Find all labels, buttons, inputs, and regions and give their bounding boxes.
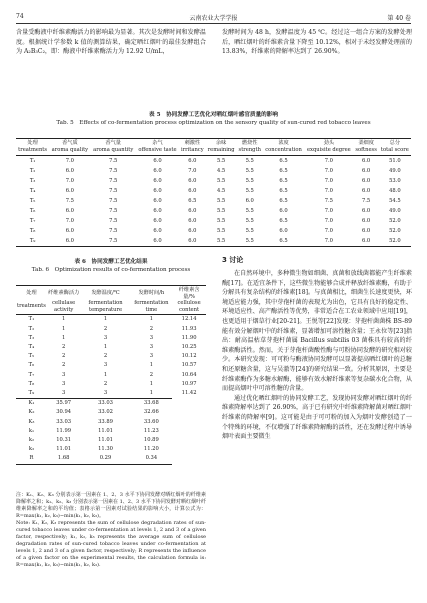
stats-cell: 30.94	[56, 409, 72, 416]
table-cell: 7.5	[109, 187, 118, 194]
table-row	[16, 389, 206, 399]
table-cell: 3	[103, 334, 108, 341]
table-cell: 1	[103, 343, 108, 350]
discussion-paragraph-1: 在自然环境中，多种微生物如细菌、真菌和放线菌都能产生纤维素酶[17]。在适宜条件下，这些微生物能够合成并释放纤维素酶，有助于分解具有复杂结构的纤维素[18]。与真菌相比，细菌生长速度更快，环境适应能力强，其中芽孢杆菌的表现尤为出色，它具有良好的稳定性、环境适应性、高产酶活性等优势，非常适合在工农业领域中应用[19]，也更适用于烟草行业[20-21]。王悦等[22]发现：芽孢杆菌菌株 BS-89 能有效分解烟叶中的纤维素，显著增加可溶性糖含量；王永位等[23]指出：耐高温枯草芽孢杆菌属 Bacillus subtilis 03 菌株具有较高的纤维素酶活性。然而，关于芽孢杆菌酸性酶与可粉协同发酵的研究相对较少。本研究发现：可可粉与酶液协同发酵可以显著提高晒红烟叶的总糖和还原糖含量，这与吴澈等[24]的研究结果一致。分析其原因，主要是纤维素酶作为多糖水解酶，能够有效水解纤维素等复杂碳水化合物，从而提高烟叶中可溶性糖的含量。	[222, 270, 412, 393]
table-cell: 3	[149, 353, 154, 360]
table-cell: 6.0	[153, 167, 162, 174]
stats-cell: k₁	[28, 427, 35, 434]
stats-row	[16, 408, 206, 417]
table-cell: 2	[103, 380, 108, 387]
table-cell: 2	[149, 325, 154, 332]
stats-cell: 1.68	[47, 454, 81, 464]
table-cell: 6.0	[361, 218, 371, 225]
table-cell: 6.0	[65, 187, 74, 194]
stats-row	[16, 399, 206, 409]
table5-header-en: strength	[237, 147, 263, 155]
paragraph-text: 含量受酶液中纤维素酶活力的影响最为显著。其次是发酵时间和发酵温度。根据统计学参数 k 值的测算结果，确定晒红烟叶的最佳发酵组合为 A₂B₃C₂，即：酶液中纤维素酶活力为 12.92 U/mL，	[16, 29, 206, 56]
table5-header-en: exquisite degree	[304, 147, 353, 155]
discussion-body	[222, 269, 412, 442]
table-cell: 49.0	[389, 167, 401, 174]
table-cell: 7.5	[65, 197, 74, 204]
table-cell: 6.5	[279, 167, 288, 174]
table-cell: 12.14	[181, 316, 197, 323]
table-cell: 7.0	[324, 187, 333, 194]
stats-cell: R	[16, 454, 47, 464]
table6-header-en: treatments	[16, 300, 47, 315]
table-cell: T₅	[28, 353, 35, 360]
table-cell: 6.0	[65, 208, 74, 215]
table-row	[16, 166, 411, 176]
table-row	[16, 226, 411, 236]
table-cell: 7.0	[324, 167, 333, 174]
table-cell: 1	[103, 371, 108, 378]
table-cell: 6.5	[188, 197, 197, 204]
table-cell: 5.5	[206, 236, 237, 247]
table6-note	[16, 492, 206, 569]
stats-cell: 35.97	[47, 399, 81, 409]
table-cell: 6.0	[279, 228, 288, 235]
table-cell: 7.0	[324, 218, 333, 225]
table-cell: T₂	[28, 325, 35, 332]
table5-caption-en: Tab. 5 Effects of co-fermentation process optimization on the sensory quality of sun-cured red tobacco leaves	[56, 120, 371, 126]
table5-header-zh: 燃烧性	[237, 139, 263, 147]
table-cell: 6.0	[65, 167, 74, 174]
stats-cell: K₁	[16, 399, 47, 409]
table-cell: 6.0	[188, 208, 197, 215]
table-cell: 52.0	[379, 236, 411, 247]
table-cell: 7.0	[65, 177, 74, 184]
table-cell: 6.0	[136, 236, 179, 247]
table-cell: 11.90	[181, 334, 197, 341]
table6-header-zh: 处理	[16, 286, 47, 301]
table-cell: T₄	[29, 187, 36, 194]
table-cell: 11.42	[181, 390, 197, 397]
paragraph-text: 发酵时间为 48 h，发酵温度为 45 ℃。经过这一组合方案的发酵处理后，晒红烟叶的纤维素含量下降至 10.12%，相对于未经发酵处理前的 13.83%，纤维素的降解率达到了 26.90%。	[222, 29, 412, 56]
table-cell: 3	[62, 390, 66, 396]
table-cell: T₆	[29, 208, 36, 215]
table5-header-en: irritancy	[179, 147, 205, 155]
table-cell: 6.0	[153, 157, 162, 164]
table-cell: 4.5	[216, 187, 226, 194]
table-cell: 2	[149, 371, 154, 378]
stats-cell: 11.01	[98, 427, 113, 434]
table-cell: 2	[62, 353, 66, 360]
table-cell: 6.0	[153, 228, 162, 235]
stats-cell: 0.34	[131, 454, 173, 464]
table-cell: 54.5	[389, 197, 401, 204]
table-cell: 6.0	[188, 157, 197, 164]
table-cell: 7.5	[324, 197, 333, 204]
table-cell: 3	[149, 334, 154, 341]
table5-header-en: aroma quantity	[91, 147, 136, 155]
note-en: Note: K₁, K₂, K₃ represents the sum of cellulose degradation rates of sun-cured tobacco leaves under co-fermentation at levels 1, 2 and 3 of a given factor, respectively; k₁, k₂, k₃ represents the average sum of cellulose degradation rates of sun-cured tobacco leaves under co-fermentation at levels 1, 2 and 3 of a given factor, respectively; R represents the influence of a given factor on the experimental results, the calculation formula is: R=max(k₁, k₂, k₃)−min(k₁, k₂, k₃).	[16, 520, 206, 568]
table-row	[16, 176, 411, 186]
table5-header-zh: 劲头	[304, 139, 353, 147]
table-cell: 1	[149, 390, 154, 396]
table-cell: 7.0	[304, 236, 353, 247]
table-cell: 3	[62, 371, 66, 378]
stats-cell: 11.23	[143, 427, 159, 434]
stats-row	[16, 454, 206, 464]
table-cell: 3	[103, 362, 108, 369]
stats-cell: 11.01	[56, 446, 72, 453]
table-cell: 5.5	[245, 228, 254, 235]
table-cell: T₂	[29, 167, 36, 174]
table-cell: 6.0	[153, 218, 162, 225]
table5-header-zh: 余味	[206, 139, 237, 147]
table-cell: 10.12	[181, 353, 197, 360]
table-cell: 1	[62, 325, 66, 332]
table-row	[16, 380, 206, 389]
stats-cell: 33.68	[131, 399, 173, 409]
stats-cell: 11.30	[98, 446, 113, 453]
table-cell: T₉	[28, 390, 35, 396]
table6-caption-zh: 表 6 协同发酵工艺优化结果	[74, 259, 148, 265]
table-cell: 6.5	[279, 187, 288, 194]
table-row	[16, 216, 411, 226]
table-cell: 1	[103, 316, 108, 323]
table-row	[16, 196, 411, 206]
stats-row	[16, 418, 206, 427]
header-rule	[16, 23, 411, 24]
table5-header-zh: 香气量	[91, 139, 136, 147]
table-row	[16, 343, 206, 352]
table-cell: 5.5	[245, 157, 254, 164]
table-cell: 5.5	[245, 187, 254, 194]
table5-header-en: concentration	[263, 147, 304, 155]
table-cell: 11.93	[181, 325, 197, 332]
table-row	[16, 155, 411, 166]
table-cell: 51.0	[389, 157, 401, 164]
table-cell: 6.0	[65, 228, 74, 235]
table5-header-zh: 香气质	[49, 139, 90, 147]
table-cell: 6.5	[279, 157, 288, 164]
table-cell: 6.0	[361, 228, 371, 235]
table-cell: 7.5	[109, 177, 118, 184]
stats-cell: 10.31	[56, 437, 72, 444]
table6-header-zh: 纤维素酶活力	[47, 286, 81, 301]
table-cell: 7.5	[109, 218, 118, 225]
table5-header-en: treatments	[16, 147, 49, 155]
stats-cell: 0.29	[80, 454, 130, 464]
table5-header-zh: 处理	[16, 139, 49, 147]
table-cell: 5.5	[216, 228, 226, 235]
table6-header-en: fermentation time	[131, 300, 173, 315]
stats-cell: 32.66	[143, 409, 159, 416]
table-cell: 5.5	[216, 177, 226, 184]
discussion-paragraph-2: 通过优化晒红烟叶的协同发酵工艺，发现协同发酵对晒红烟叶的纤维素降解率达到了 26.90%，高于已有研究中纤维素降解菌对晒红烟叶纤维素的降解率[9]。这可能是由于可可粉的加入为烟叶发酵创造了一个特殊的环境，不仅增强了纤维素降解酶的活性，还在发酵过程中诱导烟叶表面主要微生	[222, 394, 412, 441]
table-cell: 52.0	[389, 218, 401, 225]
table-cell: 7.0	[65, 157, 74, 164]
table6-header-en: fermentation temperature	[80, 300, 130, 315]
table6-caption-en: Tab. 6 Optimization results of co-fermentation process	[31, 267, 191, 273]
table6-header-en: cellulase activity	[47, 300, 81, 315]
table-cell: 5.5	[216, 208, 226, 215]
table-cell: 6.0	[153, 187, 162, 194]
table-cell: 48.0	[389, 187, 401, 194]
table-cell: T₃	[28, 334, 35, 341]
table-cell: 10.64	[181, 371, 197, 378]
table-cell: 5.5	[216, 157, 226, 164]
table-cell: 6.0	[361, 177, 371, 184]
table-cell: T₄	[28, 343, 35, 350]
table-row	[16, 371, 206, 380]
table-cell: T₈	[29, 228, 36, 235]
table-cell: 7.5	[361, 197, 371, 204]
table-cell: 6.5	[279, 218, 288, 225]
table-cell: 6.0	[188, 218, 197, 225]
table-cell: 53.0	[389, 177, 401, 184]
table6-header-en: cellulose content	[172, 300, 206, 315]
section-title: 3 讨论	[222, 256, 244, 264]
table-row	[16, 206, 411, 216]
table5-header-zh: 杂气	[136, 139, 179, 147]
table-cell: 5.5	[245, 218, 254, 225]
stats-cell: 11.99	[56, 427, 72, 434]
table-cell: 7.0	[324, 208, 333, 215]
table6-caption	[16, 258, 206, 274]
table-cell: 1	[62, 316, 66, 323]
table-cell: 5.5	[216, 197, 226, 204]
stats-cell: 11.01	[98, 437, 113, 444]
table-cell: 1	[149, 316, 154, 323]
table-row	[16, 236, 411, 247]
table-cell: 2	[103, 353, 108, 360]
table-cell: 7.5	[91, 236, 136, 247]
table-cell: 5.5	[245, 167, 254, 174]
table-cell: T₆	[28, 362, 35, 369]
table-cell: 7.0	[324, 157, 333, 164]
table5-header-zh: 总分	[379, 139, 411, 147]
table-cell: 52.0	[389, 228, 401, 235]
stats-cell: 33.60	[143, 418, 159, 425]
table-cell: T₉	[16, 236, 49, 247]
table-cell: 49.0	[389, 208, 401, 215]
table-cell: 6.0	[361, 157, 371, 164]
table-cell: 6.0	[188, 187, 197, 194]
table-cell: 7.5	[109, 197, 118, 204]
table-cell: 2	[62, 343, 66, 350]
table-cell: 6.0	[361, 208, 371, 215]
table-cell: 6.5	[279, 197, 288, 204]
table-cell: 10.57	[181, 362, 197, 369]
table-cell: 7.5	[109, 228, 118, 235]
table-cell: 3	[62, 380, 66, 387]
table-cell: T₇	[29, 218, 36, 225]
table-cell: 6.5	[263, 236, 304, 247]
table-row	[16, 334, 206, 343]
table-cell: 3	[103, 390, 108, 396]
stats-row	[16, 436, 206, 445]
table-cell: 6.0	[153, 208, 162, 215]
table-cell: 10.97	[181, 380, 197, 387]
top-left-paragraph	[16, 28, 206, 57]
table-cell: 5.5	[216, 218, 226, 225]
stats-cell: K₂	[28, 409, 35, 416]
table-cell: 6.0	[49, 236, 90, 247]
table-cell: 6.0	[153, 177, 162, 184]
table5-header-en: softness	[353, 147, 378, 155]
table-cell: T₃	[29, 177, 36, 184]
table5-header-zh: 浓度	[263, 139, 304, 147]
stats-row	[16, 445, 206, 454]
table6-header-zh: 发酵时间/h	[131, 286, 173, 301]
table5-header-en: total score	[379, 147, 411, 155]
table6	[16, 285, 206, 465]
top-right-paragraph	[222, 28, 412, 57]
stats-cell: 33.02	[98, 409, 113, 416]
table-cell: 1	[149, 362, 154, 369]
table-cell: 2	[62, 362, 66, 369]
table-cell: T₇	[28, 371, 35, 378]
journal-title: 云南农业大学学报	[189, 15, 238, 22]
stats-cell: 10.89	[143, 437, 159, 444]
table-cell: 5.5	[245, 177, 254, 184]
volume-label: 第 40 卷	[387, 15, 411, 22]
table-cell: 6.0	[188, 177, 197, 184]
page-number: 74	[16, 13, 24, 20]
table-cell: 6.0	[361, 187, 371, 194]
table-cell: 6.0	[179, 236, 205, 247]
table-cell: 2	[103, 325, 108, 332]
table5-header-en: offensive taste	[136, 147, 179, 155]
table-cell: 6.0	[188, 228, 197, 235]
table6-header-zh: 纤维素含量/%	[172, 286, 206, 301]
table6-header-zh: 发酵温度/℃	[80, 286, 130, 301]
table-cell: 10.25	[181, 343, 197, 350]
table-cell: 7.0	[65, 218, 74, 225]
stats-cell: k₂	[28, 437, 35, 444]
table-cell: 7.0	[188, 167, 197, 174]
table-row	[16, 325, 206, 334]
table-cell: 7.0	[324, 177, 333, 184]
stats-cell: K₃	[28, 418, 35, 425]
table-cell: 1	[149, 380, 154, 387]
table5-header-en: remaining	[206, 147, 237, 155]
table-cell: 3	[149, 343, 154, 350]
table-cell: 6.0	[245, 197, 254, 204]
stats-cell: 11.20	[143, 446, 159, 453]
table-cell: 6.0	[361, 167, 371, 174]
stats-row	[16, 427, 206, 436]
table5-caption	[16, 111, 411, 127]
stats-cell: 33.03	[80, 399, 130, 409]
table-cell: 5.5	[245, 208, 254, 215]
table-cell: 4.5	[216, 167, 226, 174]
table-cell: 6.5	[279, 177, 288, 184]
stats-cell: k₃	[28, 446, 35, 453]
table-cell: 6.0	[279, 208, 288, 215]
table-cell: 7.5	[109, 157, 118, 164]
table5-header-zh: 柔细度	[353, 139, 378, 147]
stats-cell: 33.03	[56, 418, 72, 425]
table-row	[16, 315, 206, 325]
table-cell: 7.5	[109, 167, 118, 174]
table5-header-en: aroma quality	[49, 147, 90, 155]
table-row	[16, 361, 206, 370]
table-cell: T₁	[29, 157, 36, 164]
table-cell: 6.0	[153, 197, 162, 204]
stats-cell: 33.89	[98, 418, 113, 425]
table-row	[16, 352, 206, 361]
note-zh: 注：K₁、K₂、K₃ 分别表示第一因素在 1、2、3 水平下协同发酵对晒红烟叶的纤维素降解率之和；k₁、k₂、k₃ 分别表示第一因素在 1、2、3 水平下协同发酵对晒红烟叶纤维素降解率之和的平均值；表格示第一因素对试验结果的影响大小，计算公式为：R=max(k₁, k₂, k₃)−min(k₁, k₂, k₃)。	[16, 492, 206, 519]
table-cell: 7.5	[109, 208, 118, 215]
table-cell: 1	[62, 334, 66, 341]
table-cell: 6.0	[353, 236, 378, 247]
table5	[16, 138, 411, 247]
table-cell: 7.0	[324, 228, 333, 235]
table-cell: 5.5	[237, 236, 263, 247]
table5-header-zh: 刺激性	[179, 139, 205, 147]
table-cell: T₅	[29, 197, 36, 204]
table-row	[16, 186, 411, 196]
table5-caption-zh: 表 5 协同发酵工艺优化对晒红烟叶感官质量的影响	[149, 112, 278, 118]
page-header	[16, 13, 411, 23]
table-cell: T₈	[28, 380, 35, 387]
table-cell: T₁	[28, 316, 35, 323]
